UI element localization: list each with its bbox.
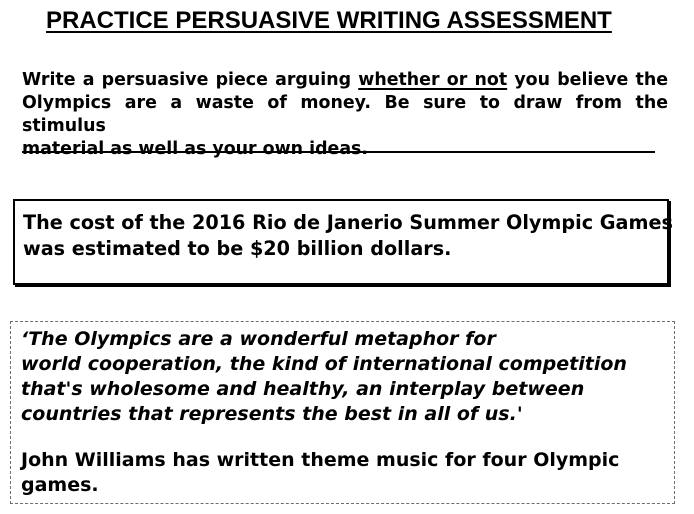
cost-line-2: was estimated to be $20 billion dollars.	[23, 237, 452, 260]
prompt-line-3: material as well as your own ideas.	[22, 139, 369, 159]
prompt-text-start: Write a persuasive piece arguing	[22, 70, 359, 90]
quote-line-4: countries that represents the best in all of us.'	[21, 403, 523, 425]
quote-line-2: world cooperation, the kind of international competition	[21, 353, 627, 375]
page-title: PRACTICE PERSUASIVE WRITING ASSESSMENT	[46, 7, 612, 34]
prompt-text-end: you believe the	[507, 70, 668, 90]
prompt-line-1	[22, 69, 668, 92]
prompt-line-2: Olympics are a waste of money. Be sure to draw from the stimulus	[22, 93, 668, 136]
john-williams-fact	[21, 448, 619, 498]
cost-statement	[23, 210, 673, 262]
fact-line-2: games.	[21, 474, 99, 496]
fact-line-1: John Williams has written theme music for four Olympic	[21, 449, 620, 471]
writing-prompt	[22, 69, 668, 161]
stimulus-cost-box	[13, 199, 673, 285]
cost-line-1: The cost of the 2016 Rio de Janerio Summer Olympic Games	[23, 211, 673, 234]
olympics-quote	[21, 327, 627, 427]
prompt-underlined-phrase: whether or not	[358, 70, 508, 90]
quote-line-3: that's wholesome and healthy, an interplay between	[21, 378, 585, 400]
stimulus-quote-box	[10, 321, 675, 504]
answer-line	[22, 151, 655, 153]
quote-line-1: ‘The Olympics are a wonderful metaphor for	[21, 328, 496, 350]
